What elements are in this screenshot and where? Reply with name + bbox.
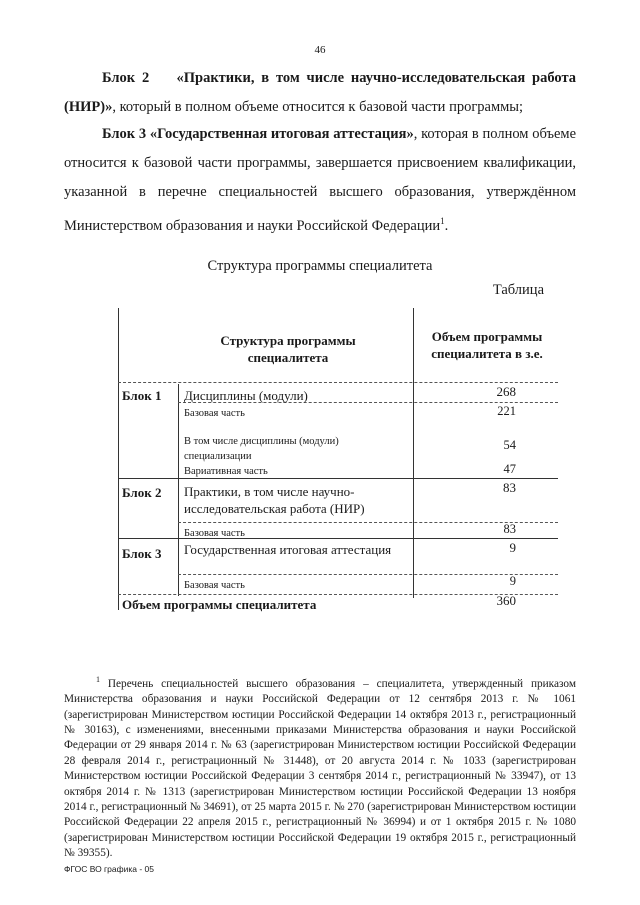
footer-mark: ФГОС ВО графика - 05 [64,864,154,874]
row-value: 221 [497,404,516,418]
block2-paragraph [64,64,576,122]
block3-text: , которая в полном объеме относится к базовой части программы, завершается присвоением квалификации, указанной в перечне специальностей высшего образования, утверждённом [64,126,577,200]
row-value: 83 [503,522,516,536]
total-value: 360 [496,593,516,608]
block3-end: . [444,217,449,234]
table-header-line [118,382,558,383]
row-name: Базовая часть [184,528,245,539]
row-name: Базовая часть [184,580,245,591]
row-name: Вариативная часть [184,466,268,477]
footnote-text: Перечень специальностей высшего образования – специалитета, утвержденный приказом Министерства образования и науки Российской Федерации от 12 сентября 2013 г. № 1061 (зарегистрирован Министерством юстиции Российской Федерации 14 октября 2013 г., регистрационный № 30163), с изменениями, внесенными приказами Министерства образования и науки Российской Федерации от 29 января 2014 г. № 63 (зарегистрирован Министерством юстиции Российской Федерации 28 февраля 2014 г., регистрационный № 31448), от 20 августа 2014 г. № 1033 (зарегистрирован Министерством юстиции Российской Федерации 3 сентября 2014 г., регистрационный № 33947), от 13 октября 2014 г. № 1313 (зарегистрирован Министерством юстиции Российской Федерации 13 ноября 2014 г., регистрационный № 34691), от 25 марта 2015 г. № 270 (зарегистрирован Министерством юстиции Российской Федерации 22 апреля 2015 г., регистрационный № 36994) и от 1 октября 2015 г. № 1080 (зарегистрирован Министерством юстиции Российской Федерации 19 октября 2015 г., регистрационный № 39355). [64,677,576,860]
row-value: 47 [503,462,516,476]
block3-paragraph [64,120,576,241]
block3-table-label: Блок 3 [122,546,162,561]
header-structure: Структура программы специалитета [220,333,356,365]
row-name: В том числе дисциплины (модули) специализации [184,436,339,462]
block3-text-last: Министерством образования и науки Российской Федерации [64,217,441,234]
row-name: Базовая часть [184,408,245,419]
row-value: 268 [496,384,516,399]
footnote [64,672,576,862]
table-block-divider [178,384,179,596]
block2-table-label: Блок 2 [122,485,162,500]
page-number: 46 [314,44,326,56]
row-value: 9 [509,540,516,555]
footnote-ref: 1 [440,216,445,226]
block1-label: Блок 1 [122,388,162,403]
table-column-divider [413,308,414,598]
table-caption: Структура программы специалитета [207,258,433,274]
block2-title: «Практики, в том числе научно-исследовательская работа (НИР)» [64,70,577,115]
row-value: 54 [503,438,516,452]
row-value: 83 [503,480,516,495]
block2-label: Блок 2 [102,70,150,86]
structure-table [118,308,558,610]
header-volume: Объем программы специалитета в з.е. [431,329,543,361]
footnote-number: 1 [96,675,100,684]
table-label: Таблица [492,282,544,298]
block3-title: «Государственная итоговая аттестация» [149,126,414,142]
row-name: Практики, в том числе научно-исследовательская работа (НИР) [184,484,365,516]
row-name: Дисциплины (модули) [184,388,308,403]
block3-last-line [64,207,576,241]
row-name: Государственная итоговая аттестация [184,542,392,557]
row-value: 9 [509,574,516,588]
table-border-left [118,308,119,610]
total-label: Объем программы специалитета [122,597,317,612]
block2-text: , который в полном объеме относится к базовой части программы; [112,99,524,115]
block3-label: Блок 3 [102,126,147,142]
